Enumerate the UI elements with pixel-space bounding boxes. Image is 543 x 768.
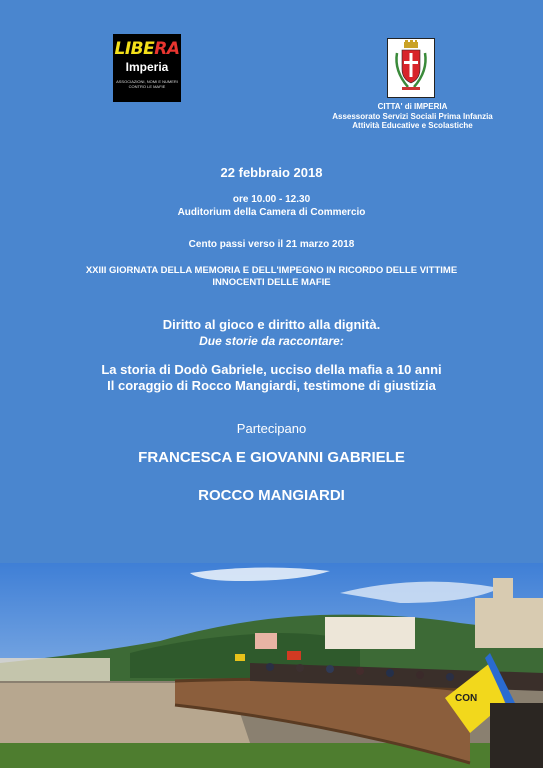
attivita-line: Attività Educative e Scolastiche xyxy=(352,121,473,130)
libera-city: Imperia xyxy=(125,60,169,74)
libera-tagline: ASSOCIAZIONI, NOMI E NUMERI CONTRO LE MAFIE xyxy=(116,79,178,89)
partecipano-label: Partecipano xyxy=(236,421,307,436)
imperia-coat-of-arms xyxy=(387,38,435,98)
assessorato-block xyxy=(300,102,525,131)
diritto-block xyxy=(0,317,543,349)
event-date: 22 febbraio 2018 xyxy=(220,165,323,180)
diritto-title: Diritto al gioco e diritto alla dignità. xyxy=(162,317,381,332)
giornata-line-2: INNOCENTI DELLE MAFIE xyxy=(212,277,331,288)
event-time-venue xyxy=(0,193,543,219)
cento-passi: Cento passi verso il 21 marzo 2018 xyxy=(188,239,355,250)
storia-rocco: Il coraggio di Rocco Mangiardi, testimone di giustizia xyxy=(107,378,436,393)
event-venue: Auditorium della Camera di Commercio xyxy=(177,207,366,218)
event-time: ore 10.00 - 12.30 xyxy=(232,194,311,205)
diritto-subtitle: Due storie da raccontare: xyxy=(199,334,344,348)
city-name: CITTA' di IMPERIA xyxy=(377,102,448,111)
libera-brand-part2: RA xyxy=(154,39,180,59)
event-photo xyxy=(0,563,543,768)
storie-block xyxy=(0,362,543,394)
storia-dodo: La storia di Dodò Gabriele, ucciso della mafia a 10 anni xyxy=(101,362,442,377)
participant-gabriele: FRANCESCA E GIOVANNI GABRIELE xyxy=(138,449,405,466)
flag-text: CON xyxy=(455,693,478,704)
giornata-memoria xyxy=(40,265,503,289)
assessorato-line: Assessorato Servizi Sociali Prima Infanzia xyxy=(332,111,493,121)
participant-mangiardi: ROCCO MANGIARDI xyxy=(198,487,345,504)
giornata-line-1: XXIII GIORNATA DELLA MEMORIA E DELL'IMPEGNO IN RICORDO DELLE VITTIME xyxy=(85,265,458,276)
libera-brand xyxy=(113,39,181,59)
libera-imperia-logo xyxy=(113,34,181,102)
libera-brand-part1: LIBE xyxy=(114,39,155,59)
